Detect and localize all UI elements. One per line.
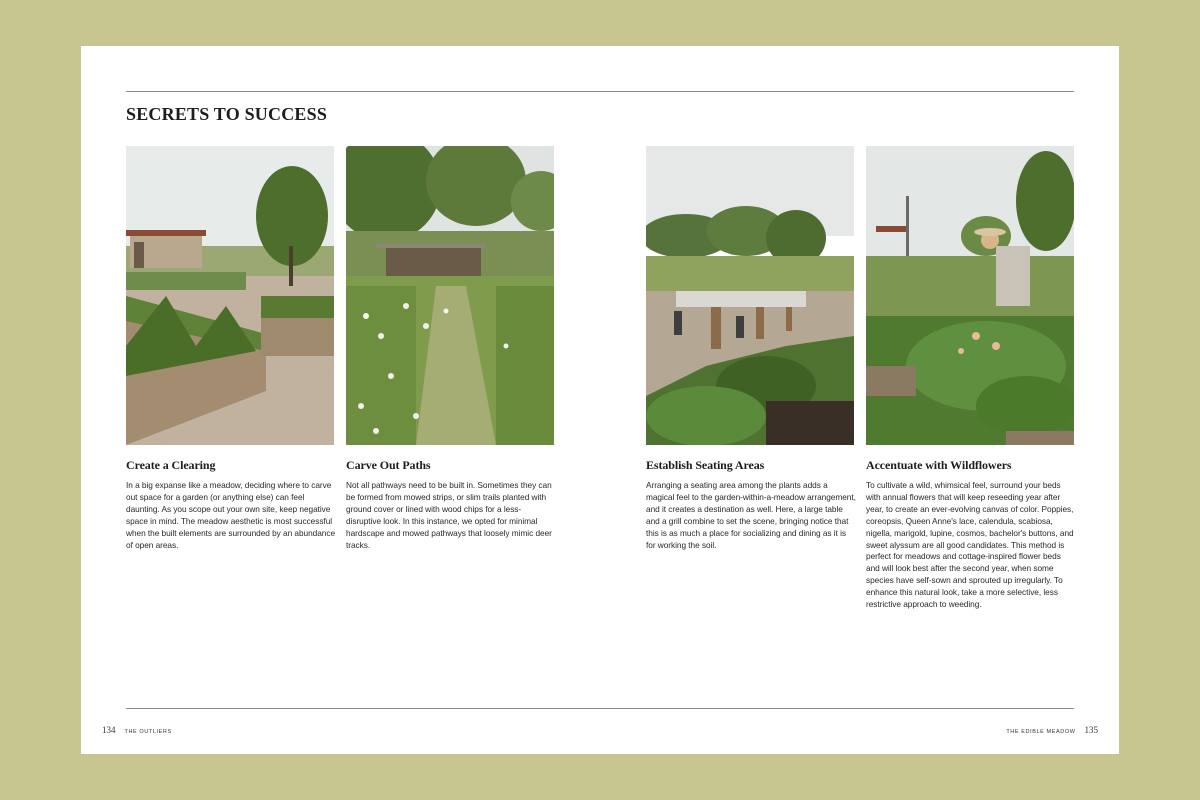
- top-rule: [126, 91, 1074, 92]
- column-heading: Create a Clearing: [126, 458, 216, 472]
- folio-left: [102, 725, 172, 735]
- column-heading: Establish Seating Areas: [646, 458, 765, 472]
- right-page-number: 135: [1084, 725, 1098, 735]
- column-carve-out-paths: [346, 458, 556, 551]
- book-spread: [81, 46, 1119, 754]
- photo-clearing: [126, 146, 334, 445]
- column-accentuate-wildflowers: [866, 458, 1076, 611]
- column-heading: Carve Out Paths: [346, 458, 431, 472]
- section-title: SECRETS TO SUCCESS: [126, 104, 328, 124]
- photo-wildflowers: [866, 146, 1074, 445]
- photo-paths: [346, 146, 554, 445]
- left-running-head: THE OUTLIERS: [124, 729, 172, 735]
- left-page-number: 134: [102, 725, 116, 735]
- column-create-clearing: [126, 458, 336, 551]
- column-heading: Accentuate with Wildflowers: [866, 458, 1012, 472]
- right-running-head: THE EDIBLE MEADOW: [1006, 729, 1076, 735]
- photo-seating: [646, 146, 854, 445]
- column-body: In a big expanse like a meadow, deciding where to carve out space for a garden (or anything else) can feel daunting. As you scope out your own site, keep negative space in mind. The meadow aesthetic is most successful when the built elements are surrounded by an abundance of open areas.: [126, 480, 336, 550]
- column-establish-seating: [646, 458, 856, 551]
- column-body: Not all pathways need to be built in. Sometimes they can be formed from mowed strips, or slim trails planted with ground cover or lined with wood chips for a less-disruptive look. In this instance, we opted for minimal hardscape and mowed pathways that loosely mimic deer tracks.: [346, 480, 552, 550]
- column-body: Arranging a seating area among the plants adds a magical feel to the garden-within-a-meadow arrangement, and it creates a destination as well. Here, a large table and a grill combine to set the scene, bringing notice that this is as much a place for socializing and dining as it is for working the soil.: [646, 480, 856, 550]
- folio-right: [1006, 725, 1098, 735]
- bottom-rule: [126, 708, 1074, 709]
- column-body: To cultivate a wild, whimsical feel, surround your beds with annual flowers that will keep reseeding year after year, to create an ever-evolving canvas of color. Poppies, coreopsis, Queen Anne's lace, calendula, scabiosa, nigella, marigold, lupine, cosmos, bachelor's buttons, and sweet alyssum are all good candidates. This method is perfect for meadows and cottage-inspired flower beds and will look best after the second year, when some species have self-sown and sprouted up irregularly. To enhance this natural look, take a more selective, less restrictive approach to weeding.: [866, 480, 1074, 610]
